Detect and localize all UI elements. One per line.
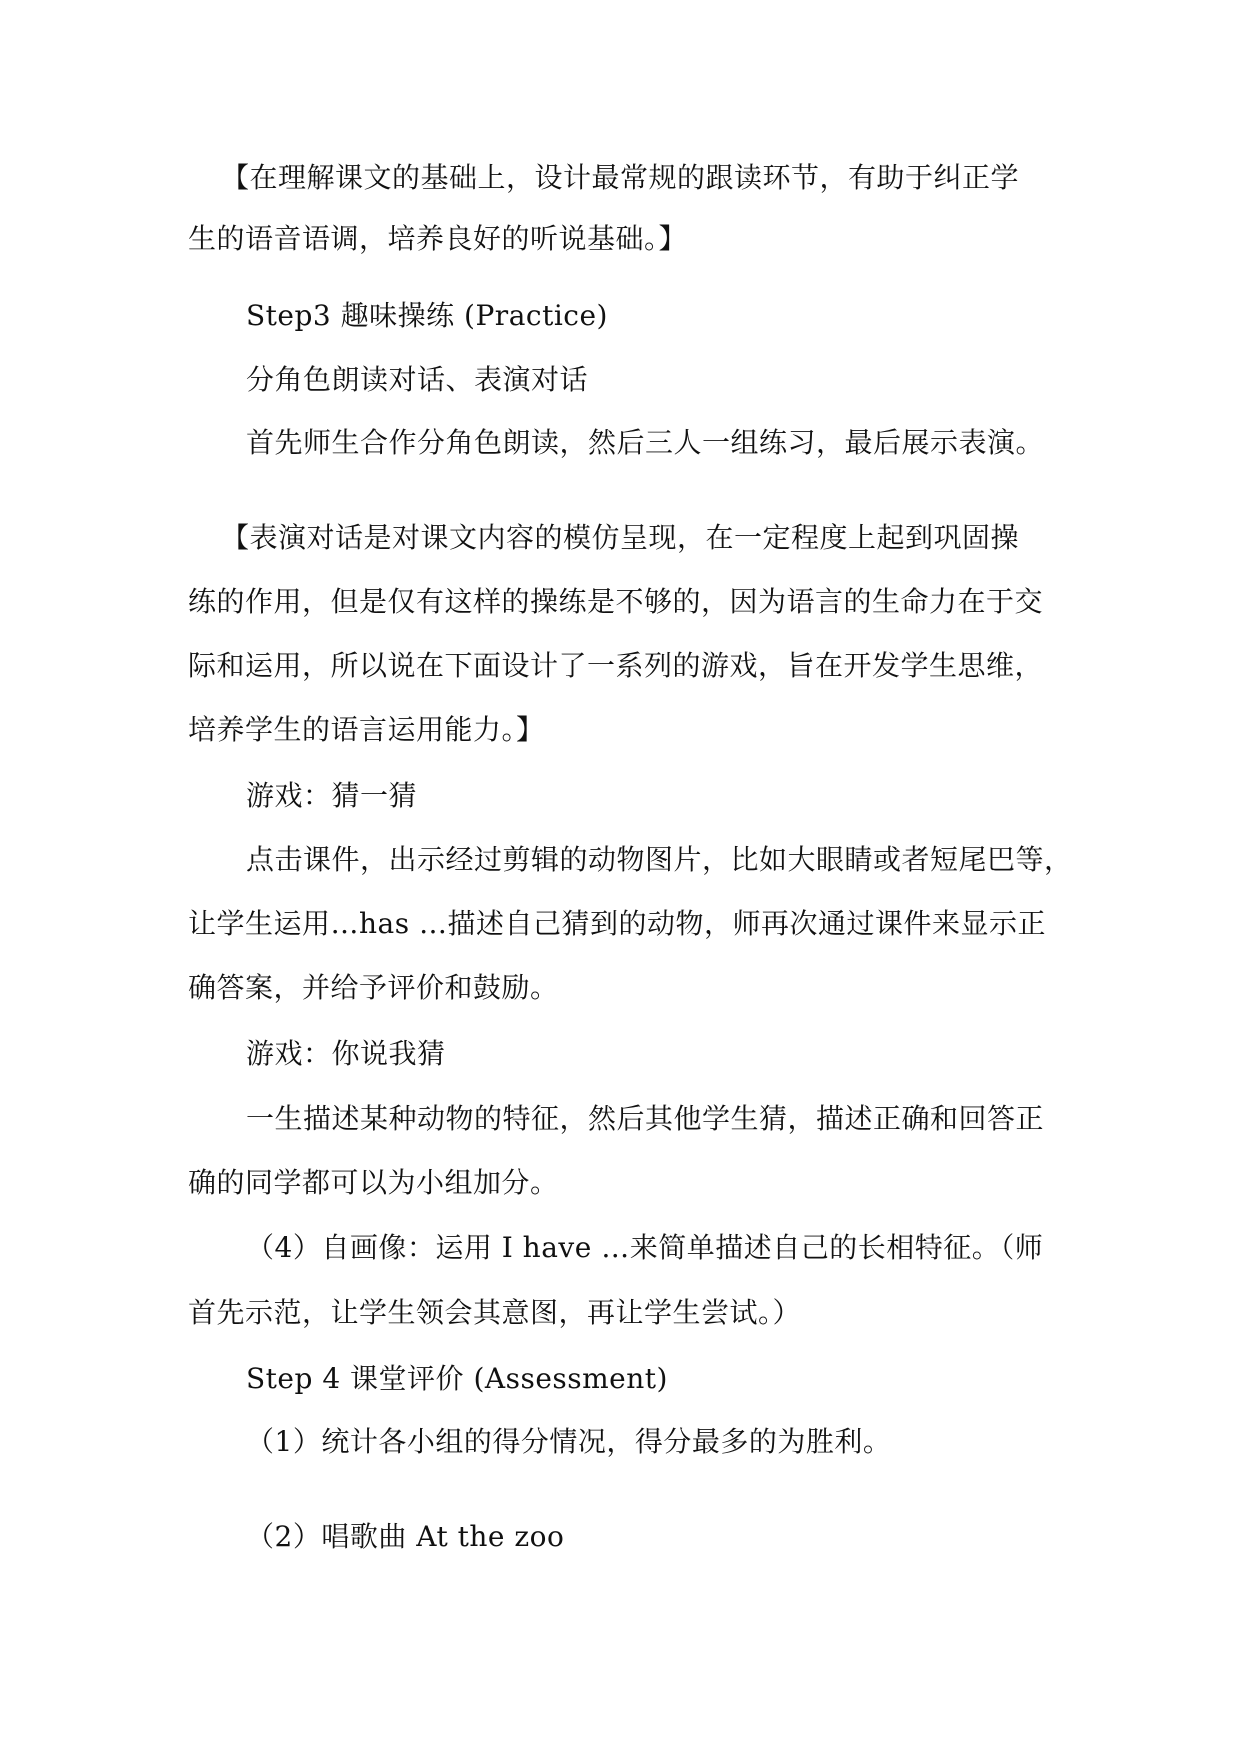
paragraph-line: 生的语音语调，培养良好的听说基础。】: [188, 222, 688, 255]
paragraph-line: 练的作用，但是仅有这样的操练是不够的，因为语言的生命力在于交: [188, 585, 1044, 618]
paragraph-line: 首先师生合作分角色朗读，然后三人一组练习，最后展示表演。: [246, 426, 1045, 459]
paragraph-line: 际和运用，所以说在下面设计了一系列的游戏，旨在开发学生思维，: [188, 649, 1044, 682]
paragraph-line: （4）自画像：运用 I have …来简单描述自己的长相特征。（师: [246, 1231, 1044, 1264]
paragraph-line: （2）唱歌曲 At the zoo: [246, 1520, 565, 1553]
game-heading: 游戏：你说我猜: [246, 1037, 446, 1070]
paragraph-line: 确答案，并给予评价和鼓励。: [188, 971, 559, 1004]
paragraph-line: 【表演对话是对课文内容的模仿呈现，在一定程度上起到巩固操: [221, 521, 1020, 554]
paragraph-line: 让学生运用…has …描述自己猜到的动物，师再次通过课件来显示正: [188, 907, 1046, 940]
paragraph-line: 培养学生的语言运用能力。】: [188, 713, 545, 746]
paragraph-line: 分角色朗读对话、表演对话: [246, 363, 589, 396]
step-heading: Step 4 课堂评价 (Assessment): [246, 1362, 668, 1395]
paragraph-line: 点击课件，出示经过剪辑的动物图片，比如大眼睛或者短尾巴等，: [246, 843, 1073, 876]
paragraph-line: 【在理解课文的基础上，设计最常规的跟读环节，有助于纠正学: [221, 161, 1020, 194]
paragraph-line: 一生描述某种动物的特征，然后其他学生猜，描述正确和回答正: [246, 1102, 1045, 1135]
paragraph-line: 确的同学都可以为小组加分。: [188, 1166, 559, 1199]
paragraph-line: 首先示范，让学生领会其意图，再让学生尝试。）: [188, 1296, 802, 1329]
game-heading: 游戏：猜一猜: [246, 779, 418, 812]
step-heading: Step3 趣味操练 (Practice): [246, 299, 608, 332]
paragraph-line: （1）统计各小组的得分情况，得分最多的为胜利。: [246, 1425, 892, 1458]
